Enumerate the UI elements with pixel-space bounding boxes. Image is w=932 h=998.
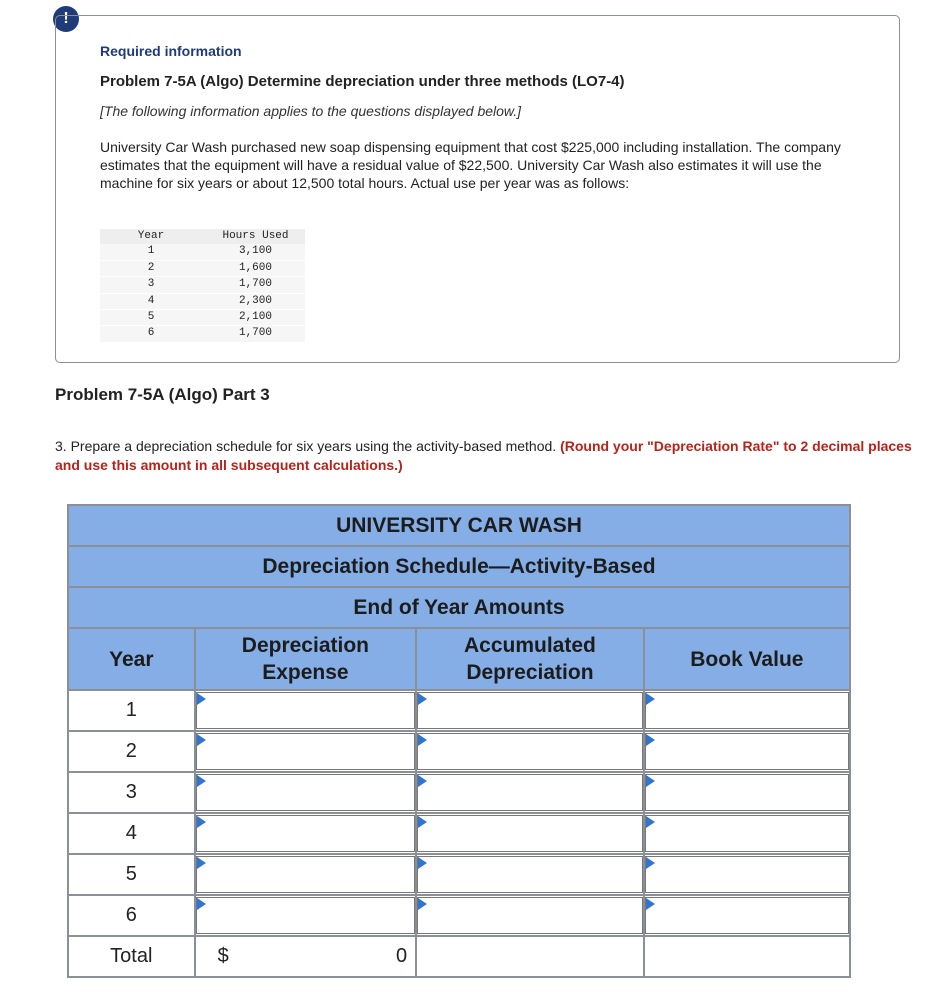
year-label: 4 bbox=[68, 813, 195, 854]
currency-symbol: $ bbox=[217, 945, 229, 967]
input-marker-icon bbox=[197, 857, 206, 869]
table-row bbox=[100, 326, 305, 342]
hours-table-year: 5 bbox=[100, 310, 202, 326]
hours-table-year: 4 bbox=[100, 293, 202, 309]
required-information-label: Required information bbox=[100, 43, 242, 59]
hours-table-year: 6 bbox=[100, 326, 202, 342]
input-marker-icon bbox=[646, 693, 655, 705]
hours-table-year: 3 bbox=[100, 277, 202, 293]
accumulated-depreciation-input[interactable] bbox=[417, 733, 643, 770]
year-label: 1 bbox=[68, 690, 195, 731]
column-header-line: Accumulated bbox=[463, 634, 596, 657]
book-value-input[interactable] bbox=[645, 733, 849, 770]
depreciation-expense-input[interactable] bbox=[196, 897, 416, 934]
alert-icon: ! bbox=[53, 6, 79, 32]
total-depreciation-expense bbox=[195, 936, 417, 977]
book-value-input[interactable] bbox=[645, 897, 849, 934]
depreciation-schedule-table bbox=[67, 504, 851, 978]
table-row bbox=[100, 310, 305, 326]
year-label: 5 bbox=[68, 854, 195, 895]
book-value-input[interactable] bbox=[645, 774, 849, 811]
total-row bbox=[68, 936, 850, 977]
hours-table-year: 2 bbox=[100, 260, 202, 276]
book-value-input[interactable] bbox=[645, 856, 849, 893]
problem-description: University Car Wash purchased new soap dispensing equipment that cost $225,000 including installation. The company estimates that the equipment will have a residual value of $22,500. University Car Wash also estimates it will use the machine for six years or about 12,500 total hours. Actual use per year was as follows: bbox=[100, 139, 841, 191]
table-row bbox=[68, 772, 850, 813]
total-book-value-blank bbox=[644, 936, 850, 977]
input-marker-icon bbox=[197, 734, 206, 746]
input-marker-icon bbox=[646, 734, 655, 746]
total-value: 0 bbox=[396, 945, 408, 967]
table-row bbox=[68, 895, 850, 936]
total-label: Total bbox=[68, 936, 195, 977]
table-row bbox=[68, 813, 850, 854]
input-marker-icon bbox=[646, 775, 655, 787]
instructions bbox=[55, 437, 925, 475]
accumulated-depreciation-input[interactable] bbox=[417, 774, 643, 811]
column-header-line: Depreciation bbox=[241, 634, 369, 657]
hours-table-hours: 3,100 bbox=[202, 244, 305, 260]
book-value-input[interactable] bbox=[645, 692, 849, 729]
input-marker-icon bbox=[418, 898, 427, 910]
hours-table-hours: 2,300 bbox=[202, 293, 305, 309]
input-marker-icon bbox=[197, 693, 206, 705]
input-marker-icon bbox=[197, 898, 206, 910]
table-row bbox=[100, 244, 305, 260]
hours-table-hours: 1,700 bbox=[202, 326, 305, 342]
schedule-subtitle: Depreciation Schedule—Activity-Based bbox=[68, 546, 850, 587]
hours-table-year: 1 bbox=[100, 244, 202, 260]
column-header-year: Year bbox=[68, 628, 195, 690]
problem-title: Problem 7-5A (Algo) Determine depreciation under three methods (LO7-4) bbox=[100, 73, 625, 90]
hours-table-hours: 2,100 bbox=[202, 310, 305, 326]
hours-table-header-hours: Hours Used bbox=[202, 229, 305, 244]
table-row bbox=[100, 293, 305, 309]
depreciation-expense-input[interactable] bbox=[196, 774, 416, 811]
input-marker-icon bbox=[418, 693, 427, 705]
accumulated-depreciation-input[interactable] bbox=[417, 815, 643, 852]
depreciation-expense-input[interactable] bbox=[196, 856, 416, 893]
schedule-company-title: UNIVERSITY CAR WASH bbox=[68, 505, 850, 546]
year-label: 3 bbox=[68, 772, 195, 813]
input-marker-icon bbox=[197, 775, 206, 787]
column-header-book-value: Book Value bbox=[644, 628, 850, 690]
table-row bbox=[100, 277, 305, 293]
required-information-box bbox=[55, 15, 900, 363]
accumulated-depreciation-input[interactable] bbox=[417, 856, 643, 893]
table-row bbox=[100, 260, 305, 276]
input-marker-icon bbox=[197, 816, 206, 828]
schedule-section-title: End of Year Amounts bbox=[68, 587, 850, 628]
column-header-line: Expense bbox=[262, 661, 349, 684]
input-marker-icon bbox=[418, 816, 427, 828]
input-marker-icon bbox=[646, 857, 655, 869]
table-row bbox=[68, 731, 850, 772]
year-label: 2 bbox=[68, 731, 195, 772]
accumulated-depreciation-input[interactable] bbox=[417, 897, 643, 934]
rounding-note: (Round your "Depreciation Rate" to 2 decimal places and use this amount in all subsequent calculations.) bbox=[55, 438, 912, 473]
input-marker-icon bbox=[418, 775, 427, 787]
part-title: Problem 7-5A (Algo) Part 3 bbox=[55, 385, 270, 404]
accumulated-depreciation-input[interactable] bbox=[417, 692, 643, 729]
input-marker-icon bbox=[418, 857, 427, 869]
column-header-accumulated-depreciation bbox=[416, 628, 644, 690]
input-marker-icon bbox=[418, 734, 427, 746]
table-row bbox=[68, 854, 850, 895]
hours-table-hours: 1,700 bbox=[202, 277, 305, 293]
depreciation-expense-input[interactable] bbox=[196, 692, 416, 729]
total-accumulated-blank bbox=[416, 936, 644, 977]
table-row bbox=[68, 690, 850, 731]
input-marker-icon bbox=[646, 898, 655, 910]
column-header-line: Depreciation bbox=[466, 661, 594, 684]
year-label: 6 bbox=[68, 895, 195, 936]
book-value-input[interactable] bbox=[645, 815, 849, 852]
hours-table-hours: 1,600 bbox=[202, 260, 305, 276]
applies-note: [The following information applies to the questions displayed below.] bbox=[100, 103, 522, 119]
depreciation-expense-input[interactable] bbox=[196, 733, 416, 770]
instruction-text: 3. Prepare a depreciation schedule for six years using the activity-based method. bbox=[55, 438, 561, 454]
hours-table-header-year: Year bbox=[100, 229, 202, 244]
column-header-depreciation-expense bbox=[195, 628, 417, 690]
input-marker-icon bbox=[646, 816, 655, 828]
depreciation-expense-input[interactable] bbox=[196, 815, 416, 852]
hours-used-table bbox=[100, 229, 305, 343]
